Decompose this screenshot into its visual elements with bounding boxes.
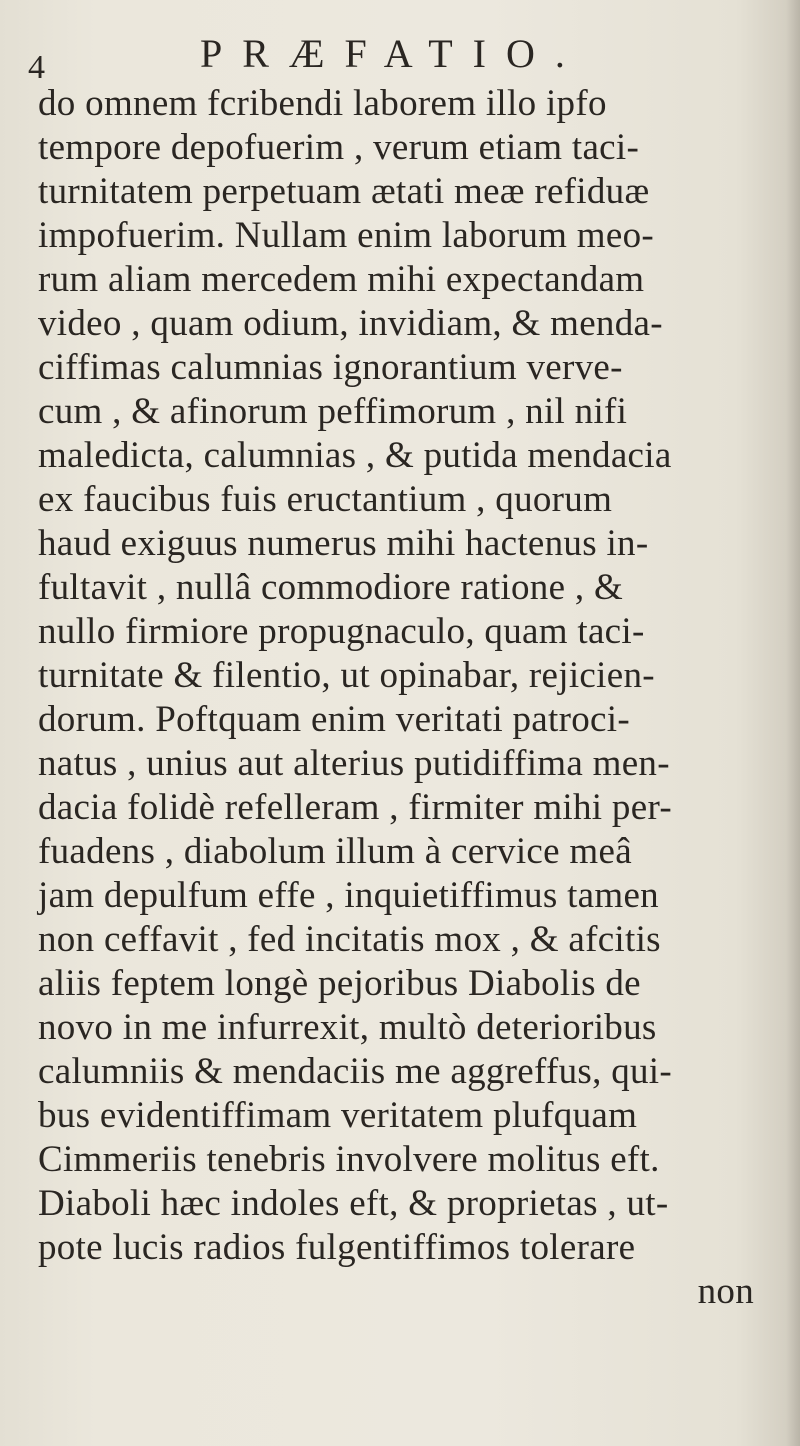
text-line: non ceffavit , fed incitatis mox , & afcitis [38, 919, 661, 960]
text-line: fuadens , diabolum illum à cervice meâ [38, 831, 632, 872]
catchword: non [697, 1271, 754, 1312]
text-line: ciffimas calumnias ignorantium verve- [38, 347, 623, 388]
text-line: ex faucibus fuis eructantium , quorum [38, 479, 613, 520]
text-line: video , quam odium, invidiam, & menda- [38, 303, 663, 344]
text-line: Diaboli hæc indoles eft, & proprietas , ut- [38, 1183, 669, 1224]
running-title: PRÆFATIO. [200, 31, 585, 76]
text-line: aliis feptem longè pejoribus Diabolis de [38, 963, 641, 1004]
text-line: natus , unius aut alterius putidiffima men- [38, 743, 670, 784]
text-line: do omnem fcribendi laborem illo ipfo [38, 83, 607, 124]
text-line: Cimmeriis tenebris involvere molitus eft. [38, 1139, 660, 1180]
text-line: tempore depofuerim , verum etiam taci- [38, 127, 640, 168]
text-line: impofuerim. Nullam enim laborum meo- [38, 215, 655, 256]
page-header [0, 30, 800, 86]
text-line: jam depulfum effe , inquietiffimus tamen [38, 875, 659, 916]
text-line: turnitatem perpetuam ætati meæ refiduæ [38, 171, 650, 212]
text-line: fultavit , nullâ commodiore ratione , & [38, 567, 624, 608]
text-line: dorum. Poftquam enim veritati patroci- [38, 699, 630, 740]
text-line: rum aliam mercedem mihi expectandam [38, 259, 645, 300]
body-text [38, 82, 798, 1314]
text-line: pote lucis radios fulgentiffimos tolerare [38, 1227, 636, 1268]
text-line: cum , & afinorum peffimorum , nil nifi [38, 391, 628, 432]
text-line: bus evidentiffimam veritatem plufquam [38, 1095, 638, 1136]
text-line: turnitate & filentio, ut opinabar, rejicien- [38, 655, 655, 696]
text-line: calumniis & mendaciis me aggreffus, qui- [38, 1051, 672, 1092]
text-line: nullo firmiore propugnaculo, quam taci- [38, 611, 645, 652]
text-line: maledicta, calumnias , & putida mendacia [38, 435, 672, 476]
page-number: 4 [28, 49, 45, 86]
text-line: dacia folidè refelleram , firmiter mihi per- [38, 787, 672, 828]
text-line: haud exiguus numerus mihi hactenus in- [38, 523, 649, 564]
text-line: novo in me infurrexit, multò deterioribus [38, 1007, 657, 1048]
